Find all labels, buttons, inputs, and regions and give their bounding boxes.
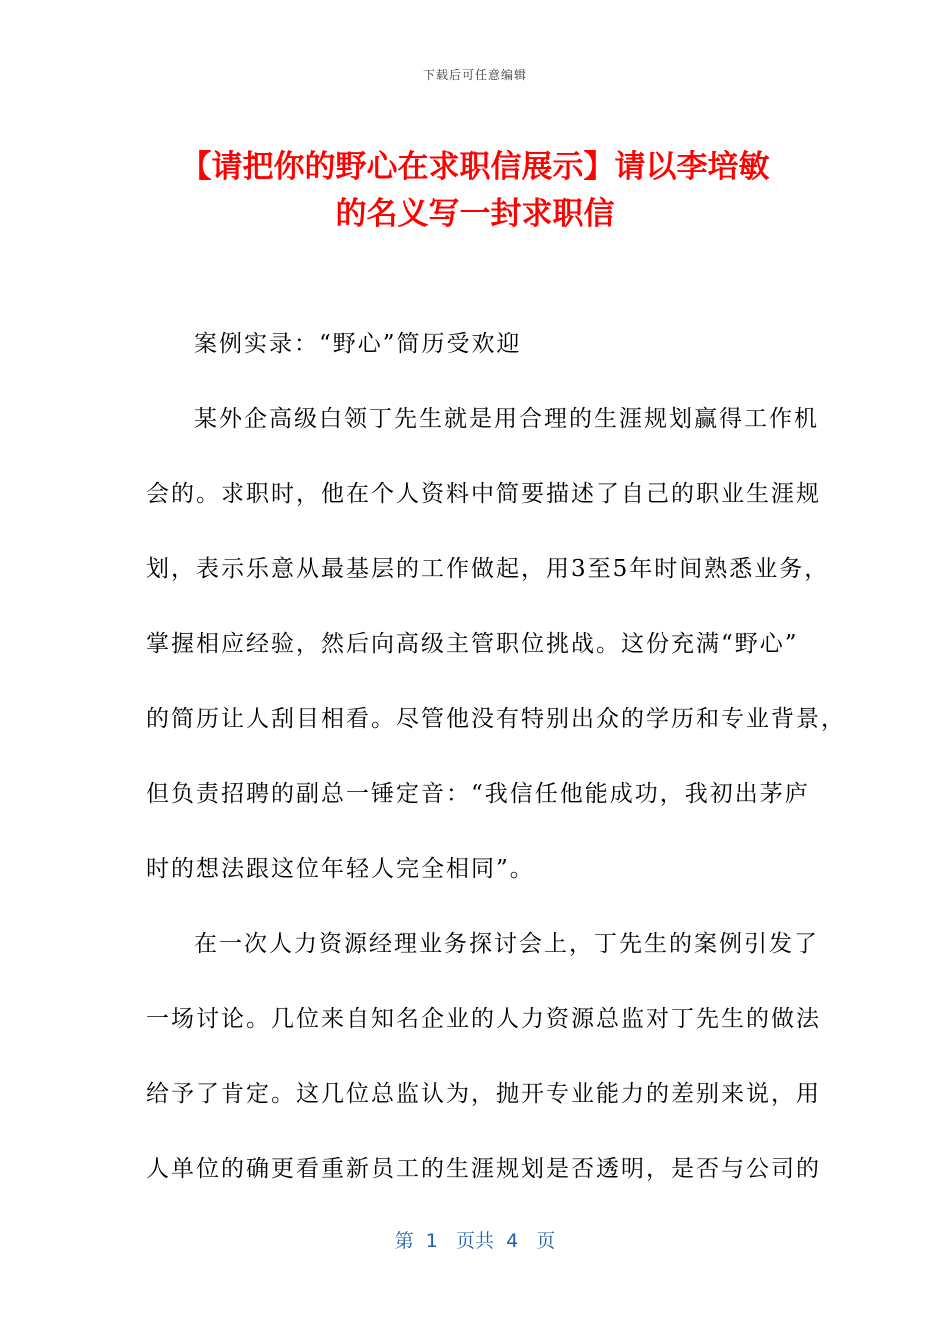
title-line-2: 的名义写一封求职信 <box>335 196 615 232</box>
text-line: 给予了肯定。这几位总监认为，抛开专业能力的差别来说，用 <box>146 1081 821 1107</box>
section-heading: 案例实录：“野心”简历受欢迎 <box>194 331 522 357</box>
text-line: 会的。求职时，他在个人资料中简要描述了自己的职业生涯规 <box>146 481 821 507</box>
page-number: 第 1 页共 4 页 <box>394 1230 556 1252</box>
document-title <box>140 144 810 238</box>
text-line: 的简历让人刮目相看。尽管他没有特别出众的学历和专业背景， <box>146 706 846 732</box>
text-line: 一场讨论。几位来自知名企业的人力资源总监对丁先生的做法 <box>146 1006 821 1032</box>
text-line: 但负责招聘的副总一锤定音：“我信任他能成功，我初出茅庐 <box>146 781 810 807</box>
text-line: 某外企高级白领丁先生就是用合理的生涯规划赢得工作机 <box>194 406 819 432</box>
text-line: 人单位的确更看重新员工的生涯规划是否透明，是否与公司的 <box>146 1156 821 1182</box>
text-line: 掌握相应经验，然后向高级主管职位挑战。这份充满“野心” <box>146 631 799 657</box>
header-note: 下载后可任意编辑 <box>422 68 527 82</box>
text-line: 时的想法跟这位年轻人完全相同”。 <box>146 856 535 882</box>
text-line: 在一次人力资源经理业务探讨会上，丁先生的案例引发了 <box>194 931 819 957</box>
title-line-1: 【请把你的野心在求职信展示】请以李培敏 <box>180 149 770 185</box>
document-body <box>146 322 846 1222</box>
text-line: 划，表示乐意从最基层的工作做起，用3至5年时间熟悉业务， <box>146 556 830 582</box>
